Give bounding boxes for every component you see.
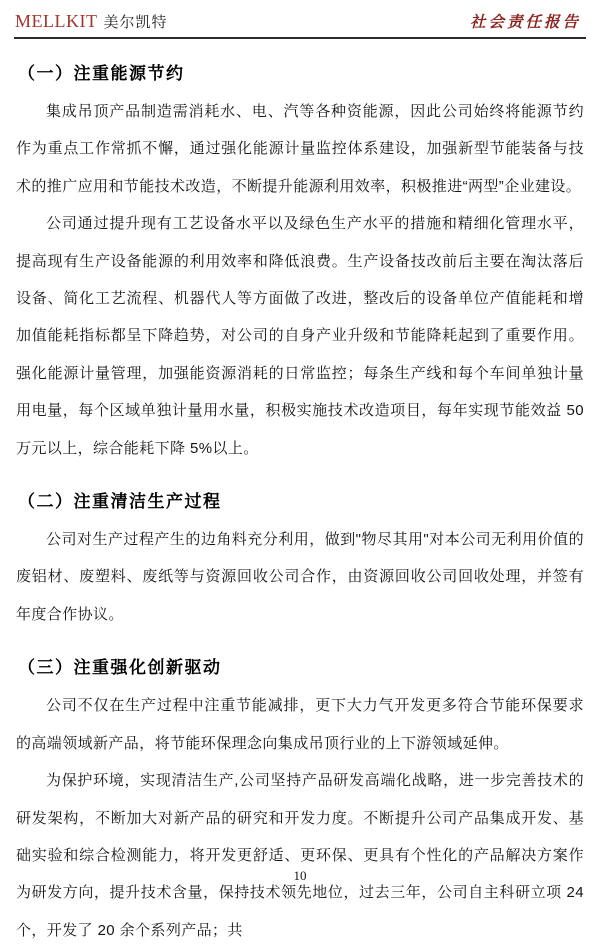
section-clean-production [16,490,584,633]
paragraph: 公司通过提升现有工艺设备水平以及绿色生产水平的措施和精细化管理水平，提高现有生产设备能源的利用效率和降低浪费。生产设备技改前后主要在淘汰落后设备、简化工艺流程、机器代人等方面做了改进，整改后的设备单位产值能耗和增加值能耗指标都呈下降趋势，对公司的自身产业升级和节能降耗起到了重要作用。强化能源计量管理，加强能资源消耗的日常监控；每条生产线和每个车间单独计量用电量，每个区域单独计量用水量，积极实施技术改造项目，每年实现节能效益 50 万元以上，综合能耗下降 5%以上。 [16,215,584,457]
paragraph: 公司对生产过程产生的边角料充分利用，做到"物尽其用"对本公司无利用价值的废铝材、废塑料、废纸等与资源回收公司合作，由资源回收公司回收处理，并签有年度合作协议。 [16,531,584,623]
paragraph: 集成吊顶产品制造需消耗水、电、汽等各种资能源，因此公司始终将能源节约作为重点工作常抓不懈，通过强化能源计量监控体系建设，加强新型节能装备与技术的推广应用和节能技术改造，不断提升能源利用效率，积极推进“两型”企业建设。 [16,103,584,195]
brand-logo [15,11,168,32]
brand-logo-latin: MELLKIT [15,11,98,31]
section-heading: （一）注重能源节约 [18,64,185,83]
section-innovation-drive [16,656,584,949]
paragraph: 为保护环境，实现清洁生产,公司坚持产品研发高端化战略，进一步完善技术的研发架构，不断加大对新产品的研究和开发力度。不断提升公司产品集成开发、基础实验和综合检测能力，将开发更舒适、更环保、更具有个性化的产品解决方案作为研发方向，提升技术含量，保持技术领先地位，过去三年，公司自主科研立项 24 个，开发了 20 余个系列产品；共 [16,772,584,939]
section-energy-saving [16,62,584,467]
section-heading: （二）注重清洁生产过程 [18,492,222,512]
document-body [14,62,586,949]
page-header [14,8,586,39]
paragraph: 公司不仅在生产过程中注重节能减排，更下大力气开发更多符合节能环保要求的高端领域新产品，将节能环保理念向集成吊顶行业的上下游领域延伸。 [16,697,584,752]
report-title: 社会责任报告 [469,14,581,31]
brand-logo-chinese: 美尔凯特 [103,15,168,31]
page-number: 10 [293,868,307,883]
section-heading: （三）注重强化创新驱动 [18,658,222,678]
